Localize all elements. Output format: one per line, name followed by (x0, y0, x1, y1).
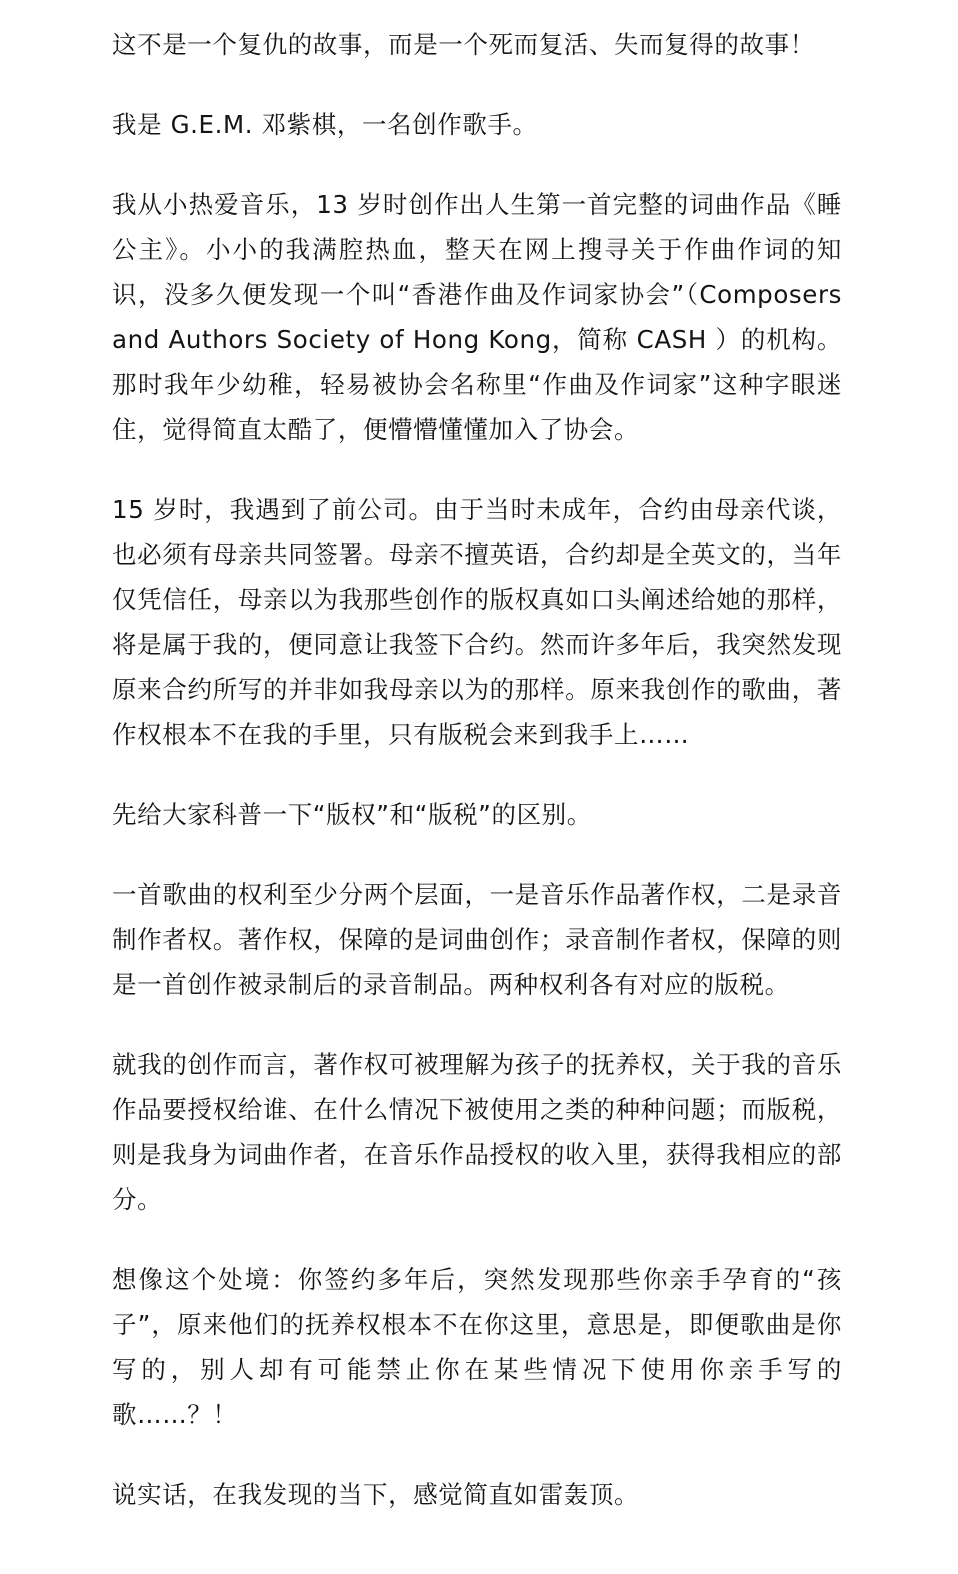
paragraph-copyright-vs-royalty: 先给大家科普一下“版权”和“版税”的区别。 (112, 800, 592, 829)
paragraph-rights-layers: 一首歌曲的权利至少分两个层面，一是音乐作品著作权，二是录音制作者权。著作权，保障的是词曲创作；录音制作者权，保障的则是一首创作被录制后的录音制品。两种权利各有对应的版税。 (112, 880, 842, 999)
article-body (112, 22, 842, 1517)
paragraph-imagine-situation: 想像这个处境：你签约多年后，突然发现那些你亲手孕育的“孩子”，原来他们的抚养权根本不在你这里，意思是，即便歌曲是你写的，别人却有可能禁止你在某些情况下使用你亲手写的歌……？！ (112, 1265, 842, 1429)
paragraph-custody-analogy: 就我的创作而言，著作权可被理解为孩子的抚养权，关于我的音乐作品要授权给谁、在什么情况下被使用之类的种种问题；而版税，则是我身为词曲作者，在音乐作品授权的收入里，获得我相应的部分。 (112, 1050, 842, 1214)
paragraph-childhood-music: 我从小热爱音乐，13 岁时创作出人生第一首完整的词曲作品《睡公主》。小小的我满腔热血，整天在网上搜寻关于作曲作词的知识，没多久便发现一个叫“香港作曲及作词家协会”（Composers and Authors Society of Hong Kong，简称 CASH ）的机构。那时我年少幼稚，轻易被协会名称里“作曲及作词家”这种字眼迷住，觉得简直太酷了，便懵懵懂懂加入了协会。 (112, 190, 842, 444)
paragraph-former-company: 15 岁时，我遇到了前公司。由于当时未成年，合约由母亲代谈，也必须有母亲共同签署。母亲不擅英语，合约却是全英文的，当年仅凭信任，母亲以为我那些创作的版权真如口头阐述给她的那样，将是属于我的，便同意让我签下合约。然而许多年后，我突然发现原来合约所写的并非如我母亲以为的那样。原来我创作的歌曲，著作权根本不在我的手里，只有版税会来到我手上…… (112, 495, 842, 749)
paragraph-intro: 这不是一个复仇的故事，而是一个死而复活、失而复得的故事！ (112, 30, 815, 59)
paragraph-self-introduction: 我是 G.E.M. 邓紫棋，一名创作歌手。 (112, 110, 538, 139)
paragraph-shock: 说实话，在我发现的当下，感觉简直如雷轰顶。 (112, 1480, 640, 1509)
